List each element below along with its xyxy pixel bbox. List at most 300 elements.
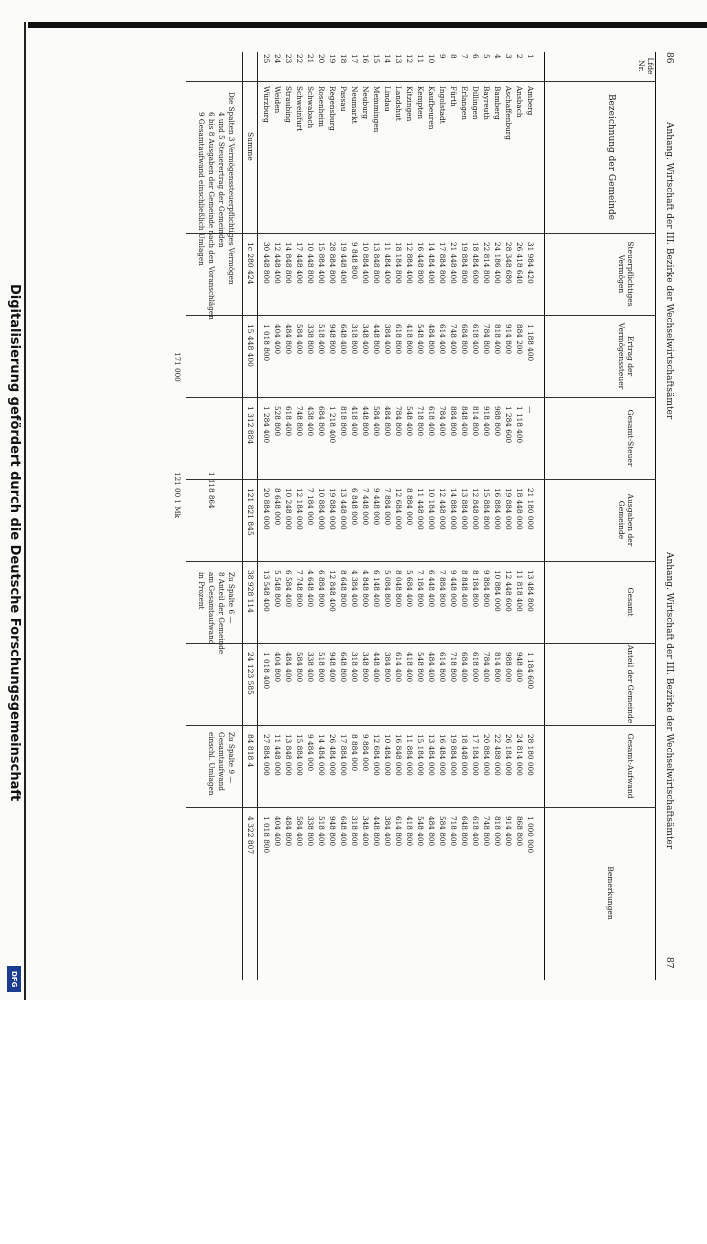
dfg-logo: DFG	[7, 966, 21, 992]
sum-col7: 38 928 114	[246, 570, 255, 613]
gemeinde-name: Schwabach	[306, 86, 315, 129]
cell-col9: 9 484 000	[306, 734, 315, 772]
table-row	[503, 52, 514, 980]
header-nr: Lfde Nr.	[637, 57, 655, 75]
cell-col8: 448 400	[372, 652, 381, 683]
cell-col3: 12 884 400	[405, 242, 414, 284]
row-number: 16	[361, 54, 370, 64]
cell-col5: 618 400	[427, 406, 436, 437]
row-number: 9	[438, 54, 447, 59]
cell-col5: 418 400	[350, 406, 359, 437]
cell-col5: 748 800	[295, 406, 304, 437]
row-number: 18	[339, 54, 348, 64]
header-col3: Steuerpflichtiges Vermögen	[617, 241, 635, 307]
cell-col4: 418 800	[405, 324, 414, 355]
cell-col3: 13 848 800	[372, 242, 381, 284]
cell-col3: 15 884 400	[317, 242, 326, 284]
remark-line: Zu Spalte 6 —	[227, 572, 236, 624]
cell-col5: 484 800	[383, 406, 392, 437]
cell-col8: 584 800	[295, 652, 304, 683]
cell-col5: 918 400	[482, 406, 491, 437]
sum-col10: 4 322 807	[246, 816, 255, 855]
row-number: 6	[471, 54, 480, 59]
table-header	[544, 52, 656, 980]
cell-col9: 26 184 000	[504, 734, 513, 776]
row-number: 17	[350, 54, 359, 64]
cell-col3: 28 348 680	[504, 242, 513, 284]
cell-col10: 1 000 000	[526, 816, 535, 854]
table-row	[448, 52, 459, 980]
cell-col6: 9 448 000	[372, 488, 381, 526]
cell-col5: 1 284 400	[262, 406, 271, 444]
cell-col3: 19 448 400	[339, 242, 348, 284]
cell-col3: 22 814 800	[482, 242, 491, 284]
gemeinde-name: Weiden	[273, 86, 282, 114]
gemeinde-name: Neumarkt	[350, 86, 359, 124]
cell-col5: 548 400	[405, 406, 414, 437]
cell-col5: 818 800	[339, 406, 348, 437]
cell-col4: 518 400	[317, 324, 326, 355]
cell-col8: 614 400	[394, 652, 403, 683]
cell-col10: 818 000	[493, 816, 502, 847]
rotated-table-page	[36, 52, 676, 980]
cell-col6: 13 884 000	[460, 488, 469, 530]
cell-col6: 20 884 000	[262, 488, 271, 530]
dfg-credit-strip	[4, 0, 22, 1000]
cell-col5: 884 800	[449, 406, 458, 437]
cell-col7: 8 848 400	[460, 570, 469, 608]
cell-col4: 1 188 400	[526, 324, 535, 362]
cell-col4: 318 800	[350, 324, 359, 355]
cell-col3: 30 448 800	[262, 242, 271, 284]
cell-col3: 14 848 800	[284, 242, 293, 284]
cell-col10: 648 400	[339, 816, 348, 847]
row-number: 23	[284, 54, 293, 64]
cell-col7: 4 648 400	[306, 570, 315, 608]
cell-col3: 31 984 420	[526, 242, 535, 284]
cell-col4: 684 800	[460, 324, 469, 355]
remark-line: in Prozent	[197, 572, 206, 610]
cell-col6: 12 448 000	[438, 488, 447, 530]
cell-col3: 10 884 400	[361, 242, 370, 284]
cell-col4: 948 800	[328, 324, 337, 355]
footnote-value: 1 118 864	[207, 472, 216, 509]
sum-col8: 24 123 585	[246, 652, 255, 695]
cell-col10: 404 400	[273, 816, 282, 847]
cell-col8: 384 800	[383, 652, 392, 683]
cell-col4: 748 400	[449, 324, 458, 355]
cell-col6: 8 648 000	[273, 488, 282, 526]
right-running-title: Anhang. Wirtschaft der III. Bezirke der Wechselwirtschaftsämter	[664, 552, 674, 850]
table-row	[514, 52, 525, 980]
cell-col5: 848 400	[460, 406, 469, 437]
cell-col10: 614 800	[394, 816, 403, 847]
cell-col4: 784 800	[482, 324, 491, 355]
cell-col9: 8 884 000	[350, 734, 359, 772]
row-number: 1	[526, 54, 535, 59]
cell-col4: 338 800	[306, 324, 315, 355]
table-row	[393, 52, 404, 980]
header-col5: Gesamt-Steuer	[626, 409, 635, 467]
cell-col4: 914 800	[504, 324, 513, 355]
cell-col7: 8 048 800	[394, 570, 403, 608]
cell-col3: 17 448 400	[295, 242, 304, 284]
header-col6: Ausgaben der Gemeinde	[617, 493, 635, 547]
cell-col8: 338 400	[306, 652, 315, 683]
table-row	[437, 52, 448, 980]
cell-col4: 648 400	[339, 324, 348, 355]
right-page-number: 87	[664, 957, 674, 969]
cell-col10: 484 800	[427, 816, 436, 847]
gemeinde-name: Ansbach	[515, 86, 524, 118]
cell-col6: 18 448 000	[515, 488, 524, 530]
cell-col5: 528 800	[273, 406, 282, 437]
table-row	[481, 52, 492, 980]
cell-col10: 648 800	[460, 816, 469, 847]
header-col8: Anteil der Gemeinde	[626, 644, 635, 724]
cell-col3: 18 484 600	[471, 242, 480, 284]
sum-col5: 1 312 884	[246, 406, 255, 445]
gemeinde-name: Kitzingen	[405, 86, 414, 122]
row-number: 11	[416, 54, 425, 64]
cell-col8: 418 400	[405, 652, 414, 683]
cell-col10: 718 400	[449, 816, 458, 847]
cell-col7: 13 484 800	[526, 570, 535, 612]
footnote-line: 6 bis 8 Ausgaben der Gemeinde nach den Voranschlägen	[207, 112, 216, 320]
cell-col9: 10 484 000	[383, 734, 392, 776]
gemeinde-name: Kempten	[416, 86, 425, 120]
cell-col6: 10 184 000	[427, 488, 436, 530]
table-row	[261, 52, 272, 980]
table-row	[470, 52, 481, 980]
cell-col8: 648 800	[339, 652, 348, 683]
cell-col3: 10 448 800	[306, 242, 315, 284]
gemeinde-name: Dillingen	[471, 86, 480, 120]
cell-col7: 6 584 400	[284, 570, 293, 608]
cell-col9: 27 884 000	[262, 734, 271, 776]
cell-col8: 684 400	[460, 652, 469, 683]
cell-col6: 21 180 000	[526, 488, 535, 530]
cell-col9: 15 884 000	[295, 734, 304, 776]
cell-col6: 12 684 000	[394, 488, 403, 530]
cell-col8: 1 018 400	[262, 652, 271, 690]
gemeinde-name: Kaufbeuren	[427, 86, 436, 130]
left-running-title: Anhang. Wirtschaft der III. Bezirke der Wechselwirtschaftsämter	[664, 122, 674, 420]
gemeinde-name: Regensburg	[328, 86, 337, 131]
cell-col5: 814 800	[471, 406, 480, 437]
footnote-line: 9 Gesamtaufwand einschließlich Umlagen	[197, 112, 206, 266]
cell-col5: 784 800	[394, 406, 403, 437]
cell-col4: 448 800	[372, 324, 381, 355]
cell-col9: 13 484 000	[427, 734, 436, 776]
row-number: 20	[317, 54, 326, 64]
cell-col5: 584 400	[372, 406, 381, 437]
gemeinde-name: Memmingen	[372, 86, 381, 133]
table-row	[349, 52, 360, 980]
running-head	[658, 52, 676, 980]
remark-line: am Gesamtaufwand	[207, 572, 216, 645]
scan-border-top	[28, 22, 707, 28]
table-row	[382, 52, 393, 980]
row-number: 24	[273, 54, 282, 64]
dfg-credit-text: Digitalisierung gefördert durch die Deutsche Forschungsgemeinschaft	[7, 284, 22, 802]
cell-col10: 584 400	[295, 816, 304, 847]
row-number: 2	[515, 54, 524, 59]
table-row	[360, 52, 371, 980]
cell-col10: 418 800	[405, 816, 414, 847]
table-row	[371, 52, 382, 980]
cell-col9: 17 884 000	[339, 734, 348, 776]
cell-col7: 6 448 400	[427, 570, 436, 608]
cell-col9: 17 184 000	[471, 734, 480, 776]
cell-col9: 16 848 000	[394, 734, 403, 776]
row-number: 14	[383, 54, 392, 64]
remark-line: einschl. Umlagen	[207, 732, 216, 796]
cell-col4: 384 400	[383, 324, 392, 355]
table-body	[261, 52, 536, 980]
cell-col5: 718 800	[416, 406, 425, 437]
cell-col7: 10 884 000	[493, 570, 502, 612]
cell-col8: 518 800	[317, 652, 326, 683]
cell-col7: 12 848 400	[328, 570, 337, 612]
cell-col7: 11 818 400	[515, 570, 524, 612]
cell-col10: 748 800	[482, 816, 491, 847]
cell-col10: 868 800	[515, 816, 524, 847]
cell-col6: 7 884 000	[383, 488, 392, 526]
cell-col4: 484 800	[427, 324, 436, 355]
header-gemeinde: Bezeichnung der Gemeinde	[606, 93, 616, 221]
row-number: 21	[306, 54, 315, 64]
cell-col9: 11 884 000	[405, 734, 414, 776]
cell-col7: 6 884 800	[317, 570, 326, 608]
cell-col6: 10 248 000	[284, 488, 293, 530]
cell-col7: 5 548 800	[273, 570, 282, 608]
cell-col9: 26 484 000	[328, 734, 337, 776]
cell-col7: 7 748 800	[295, 570, 304, 608]
cell-col8: 318 400	[350, 652, 359, 683]
cell-col10: 348 400	[361, 816, 370, 847]
cell-col4: 1 018 800	[262, 324, 271, 362]
cell-col6: 8 884 000	[405, 488, 414, 526]
cell-col3: 26 418 640	[515, 242, 524, 284]
cell-col7: 4 384 400	[350, 570, 359, 608]
cell-col7: 9 448 000	[449, 570, 458, 608]
cell-col8: 1 184 600	[526, 652, 535, 690]
row-number: 15	[372, 54, 381, 64]
row-number: 12	[405, 54, 414, 64]
cell-col9: 11 448 000	[273, 734, 282, 776]
cell-col10: 1 018 800	[262, 816, 271, 854]
gemeinde-name: Amberg	[526, 86, 535, 116]
table-row	[525, 52, 536, 980]
cell-col6: 12 184 000	[295, 488, 304, 530]
table-row	[316, 52, 327, 980]
cell-col6: 16 884 000	[493, 488, 502, 530]
remark-line: Zu Spalte 9 —	[227, 732, 236, 784]
cell-col4: 818 400	[493, 324, 502, 355]
remark-line: Gesamtaufwand	[217, 732, 226, 791]
cell-col8: 614 800	[438, 652, 447, 683]
cell-col7: 5 084 800	[383, 570, 392, 608]
row-number: 13	[394, 54, 403, 64]
gemeinde-name: Bamberg	[493, 86, 502, 120]
cell-col4: 484 800	[284, 324, 293, 355]
row-number: 19	[328, 54, 337, 64]
row-number: 25	[262, 54, 271, 64]
cell-col6: 12 848 000	[471, 488, 480, 530]
row-number: 3	[504, 54, 513, 59]
cell-col7: 12 448 600	[504, 570, 513, 612]
cell-col4: 614 400	[438, 324, 447, 355]
cell-col6: 6 848 000	[350, 488, 359, 526]
sum-col4: 15 448 400	[246, 324, 255, 367]
footnote-value: 121 00 1 Mk	[173, 472, 182, 519]
cell-col9: 20 884 000	[482, 734, 491, 776]
cell-col8: 948 400	[515, 652, 524, 683]
row-number: 10	[427, 54, 436, 64]
cell-col6: 13 448 000	[339, 488, 348, 530]
scan-border-left	[24, 22, 26, 1000]
header-col9: Gesamt-Aufwand	[626, 733, 635, 799]
cell-col3: 16 448 800	[416, 242, 425, 284]
gemeinde-name: Bayreuth	[482, 86, 491, 120]
cell-col7: 5 684 400	[405, 570, 414, 608]
cell-col10: 948 800	[328, 816, 337, 847]
cell-col10: 384 400	[383, 816, 392, 847]
gemeinde-name: Straubing	[284, 86, 293, 123]
cell-col6: 15 884 800	[482, 488, 491, 530]
gemeinde-name: Erlangen	[460, 86, 469, 120]
header-col7: Gesamt	[626, 587, 635, 617]
cell-col3: 17 884 800	[438, 242, 447, 284]
cell-col7: 8 648 800	[339, 570, 348, 608]
cell-col4: 884 200	[515, 324, 524, 355]
cell-col5: —	[526, 406, 535, 414]
statistics-table	[36, 52, 676, 980]
footnote-line: Die Spalten 3 Vermögenssteuerpflichtiges Vermögen	[227, 92, 236, 285]
cell-col9: 28 180 000	[526, 734, 535, 776]
cell-col5: 448 800	[361, 406, 370, 437]
cell-col5: 988 800	[493, 406, 502, 437]
footnote-line: 4 und 5 Steuerertrag der Gemeinden	[217, 112, 226, 248]
table-row	[283, 52, 294, 980]
cell-col10: 338 800	[306, 816, 315, 847]
cell-col10: 518 400	[317, 816, 326, 847]
cell-col10: 548 400	[416, 816, 425, 847]
cell-col5: 1 118 400	[515, 406, 524, 444]
cell-col7: 9 884 800	[482, 570, 491, 608]
row-number: 7	[460, 54, 469, 59]
header-bemerkungen: Bemerkungen	[606, 866, 615, 920]
cell-col3: 28 884 800	[328, 242, 337, 284]
cell-col9: 14 484 000	[317, 734, 326, 776]
cell-col8: 718 800	[449, 652, 458, 683]
cell-col7: 7 184 800	[416, 570, 425, 608]
cell-col4: 548 400	[416, 324, 425, 355]
table-row	[459, 52, 470, 980]
cell-col8: 404 800	[273, 652, 282, 683]
cell-col7: 4 848 800	[361, 570, 370, 608]
cell-col6: 14 884 000	[449, 488, 458, 530]
cell-col7: 8 184 800	[471, 570, 480, 608]
cell-col6: 10 884 000	[317, 488, 326, 530]
gemeinde-name: Rosenheim	[317, 86, 326, 127]
cell-col10: 584 800	[438, 816, 447, 847]
gemeinde-name: Aschaffenburg	[504, 86, 513, 140]
table-row	[305, 52, 316, 980]
cell-col10: 318 800	[350, 816, 359, 847]
cell-col4: 584 400	[295, 324, 304, 355]
left-page-number: 86	[664, 52, 674, 64]
row-number: 4	[493, 54, 502, 59]
cell-col8: 548 800	[416, 652, 425, 683]
row-number: 8	[449, 54, 458, 59]
table-row	[272, 52, 283, 980]
cell-col9: 19 884 000	[449, 734, 458, 776]
table-row	[294, 52, 305, 980]
cell-col6: 7 448 000	[361, 488, 370, 526]
gemeinde-name: Ingolstadt	[438, 86, 447, 124]
cell-col7: 13 548 400	[262, 570, 271, 612]
table-row	[327, 52, 338, 980]
cell-col8: 484 400	[427, 652, 436, 683]
cell-col5: 1 218 400	[328, 406, 337, 444]
footnote-value: 171 000	[173, 352, 182, 382]
cell-col5: 1 284 600	[504, 406, 513, 444]
sum-row	[242, 52, 258, 980]
table-row	[338, 52, 349, 980]
cell-col3: 18 184 800	[394, 242, 403, 284]
sum-col6: 121 821 845	[246, 488, 255, 536]
gemeinde-name: Schweinfurt	[295, 86, 304, 132]
cell-col5: 684 800	[317, 406, 326, 437]
cell-col9: 13 848 000	[284, 734, 293, 776]
cell-col4: 348 400	[361, 324, 370, 355]
remark-line: 8 Anteil der Gemeinde	[217, 572, 226, 655]
row-number: 5	[482, 54, 491, 59]
cell-col6: 19 884 000	[328, 488, 337, 530]
cell-col4: 404 400	[273, 324, 282, 355]
cell-col3: 9 848 800	[350, 242, 359, 280]
cell-col10: 448 800	[372, 816, 381, 847]
cell-col9: 9 884 000	[361, 734, 370, 772]
cell-col6: 19 884 000	[504, 488, 513, 530]
gemeinde-name: Landshut	[394, 86, 403, 121]
cell-col9: 22 488 000	[493, 734, 502, 776]
cell-col4: 618 400	[471, 324, 480, 355]
gemeinde-name: Lindau	[383, 86, 392, 112]
cell-col8: 348 800	[361, 652, 370, 683]
gemeinde-name: Würzburg	[262, 86, 271, 123]
row-number: 22	[295, 54, 304, 64]
cell-col3: 19 884 800	[460, 242, 469, 284]
cell-col5: 438 400	[306, 406, 315, 437]
cell-col10: 484 800	[284, 816, 293, 847]
sum-col9: 84 818 4	[246, 734, 255, 768]
header-col4: Ertrag der Vermögenssteuer	[617, 322, 635, 390]
cell-col8: 988 000	[504, 652, 513, 683]
cell-col3: 14 484 400	[427, 242, 436, 284]
cell-col8: 784 400	[482, 652, 491, 683]
cell-col9: 18 448 000	[460, 734, 469, 776]
cell-col9: 16 484 000	[438, 734, 447, 776]
cell-col3: 12 448 400	[273, 242, 282, 284]
cell-col10: 618 400	[471, 816, 480, 847]
cell-col7: 6 148 400	[372, 570, 381, 608]
cell-col8: 948 400	[328, 652, 337, 683]
sum-col3: 1c 280 424	[246, 242, 255, 285]
table-row	[404, 52, 415, 980]
